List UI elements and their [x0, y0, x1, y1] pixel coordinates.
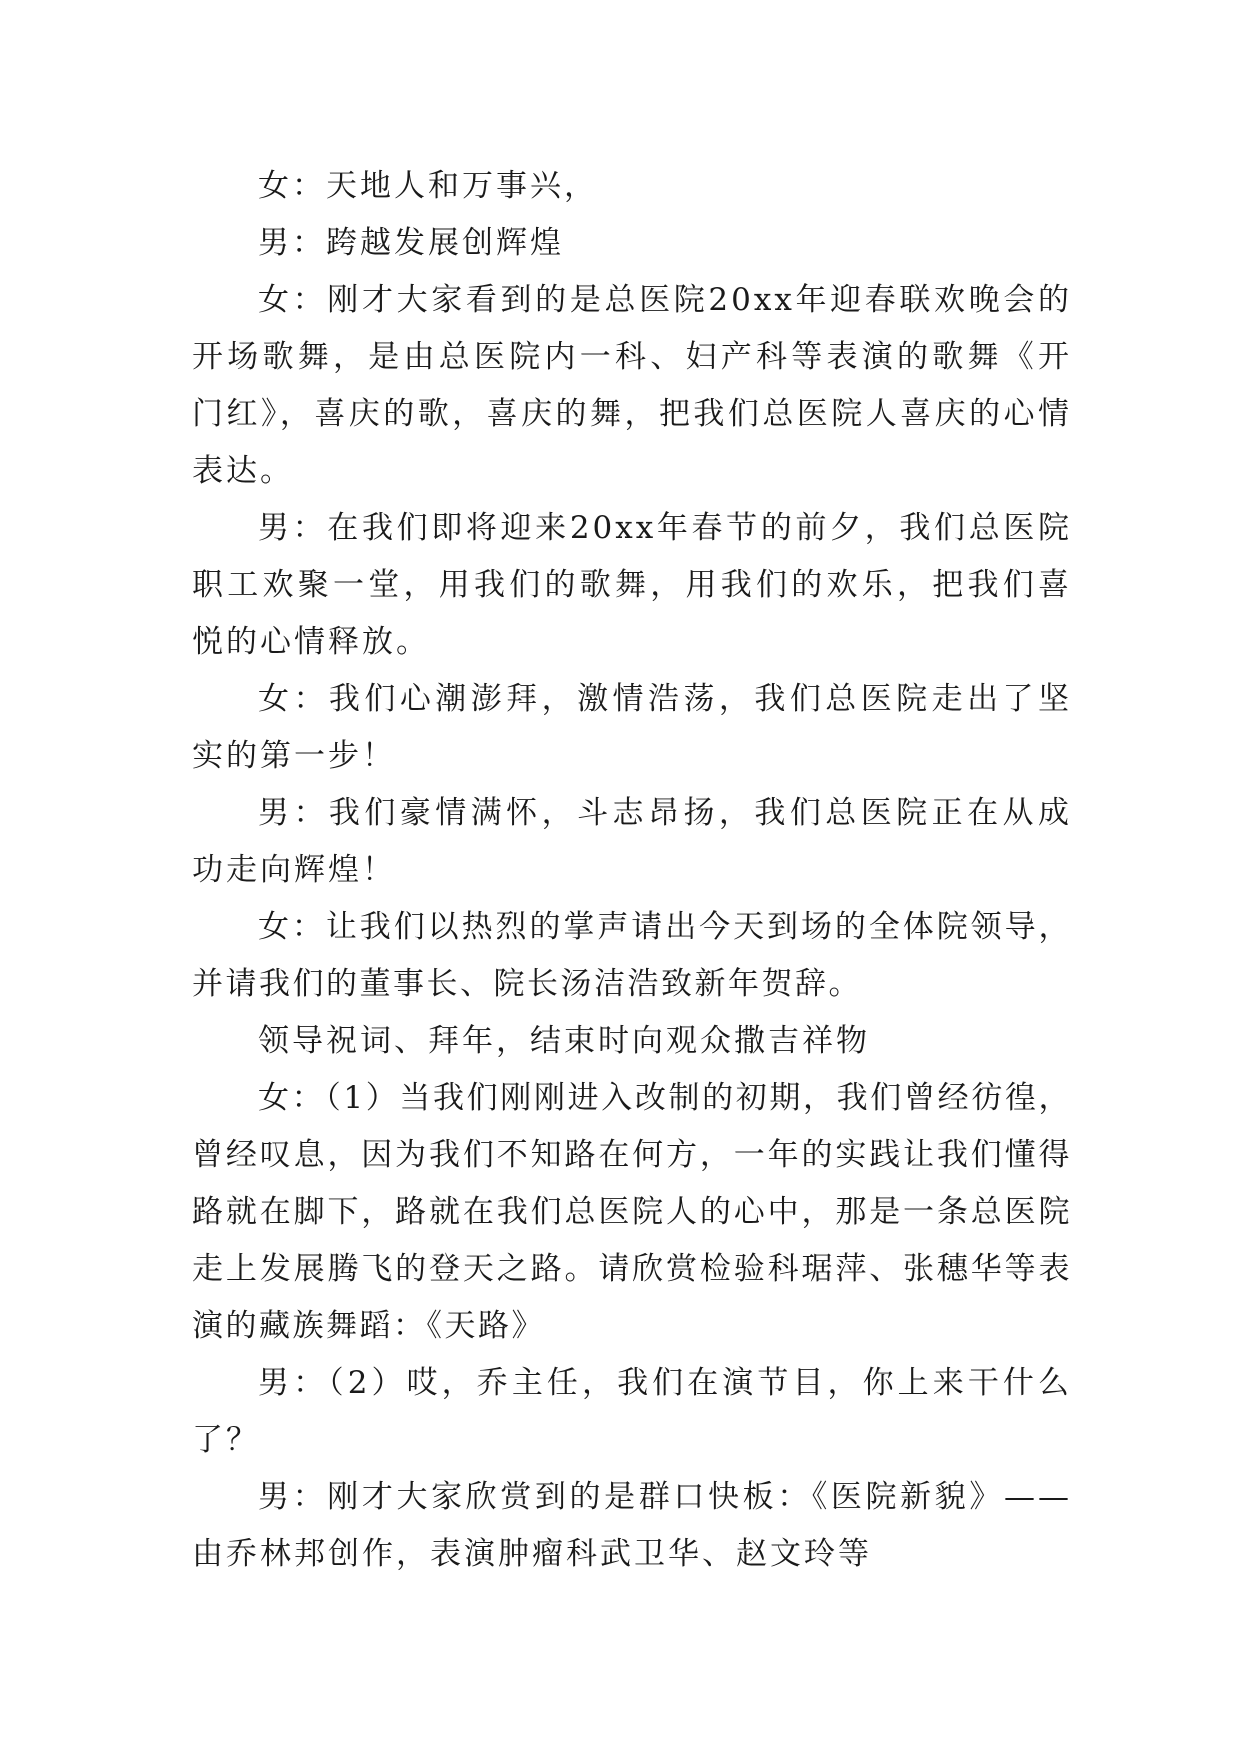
document-page	[192, 158, 1072, 1583]
paragraph-6: 男：我们豪情满怀，斗志昂扬，我们总医院正在从成功走向辉煌！	[192, 795, 1072, 888]
paragraph-7: 女：让我们以热烈的掌声请出今天到场的全体院领导，并请我们的董事长、院长汤洁浩致新年贺辞。	[192, 909, 1072, 1002]
paragraph-4: 男：在我们即将迎来20xx年春节的前夕，我们总医院职工欢聚一堂，用我们的歌舞，用我们的欢乐，把我们喜悦的心情释放。	[192, 510, 1072, 660]
paragraph-2: 男：跨越发展创辉煌	[258, 225, 564, 261]
paragraph-1: 女：天地人和万事兴，	[258, 168, 598, 204]
paragraph-11: 男：刚才大家欣赏到的是群口快板：《医院新貌》——由乔林邦创作，表演肿瘤科武卫华、赵文玲等	[192, 1479, 1072, 1572]
paragraph-10: 男：（2）哎，乔主任，我们在演节目，你上来干什么了？	[192, 1365, 1072, 1458]
paragraph-8: 领导祝词、拜年，结束时向观众撒吉祥物	[258, 1023, 870, 1059]
paragraph-3: 女：刚才大家看到的是总医院20xx年迎春联欢晚会的开场歌舞，是由总医院内一科、妇产科等表演的歌舞《开门红》，喜庆的歌，喜庆的舞，把我们总医院人喜庆的心情表达。	[192, 282, 1072, 489]
paragraph-5: 女：我们心潮澎拜，激情浩荡，我们总医院走出了坚实的第一步！	[192, 681, 1072, 774]
paragraph-9: 女：（1）当我们刚刚进入改制的初期，我们曾经彷徨，曾经叹息，因为我们不知路在何方，一年的实践让我们懂得路就在脚下，路就在我们总医院人的心中，那是一条总医院走上发展腾飞的登天之路。请欣赏检验科琚萍、张穗华等表演的藏族舞蹈：《天路》	[192, 1080, 1072, 1344]
